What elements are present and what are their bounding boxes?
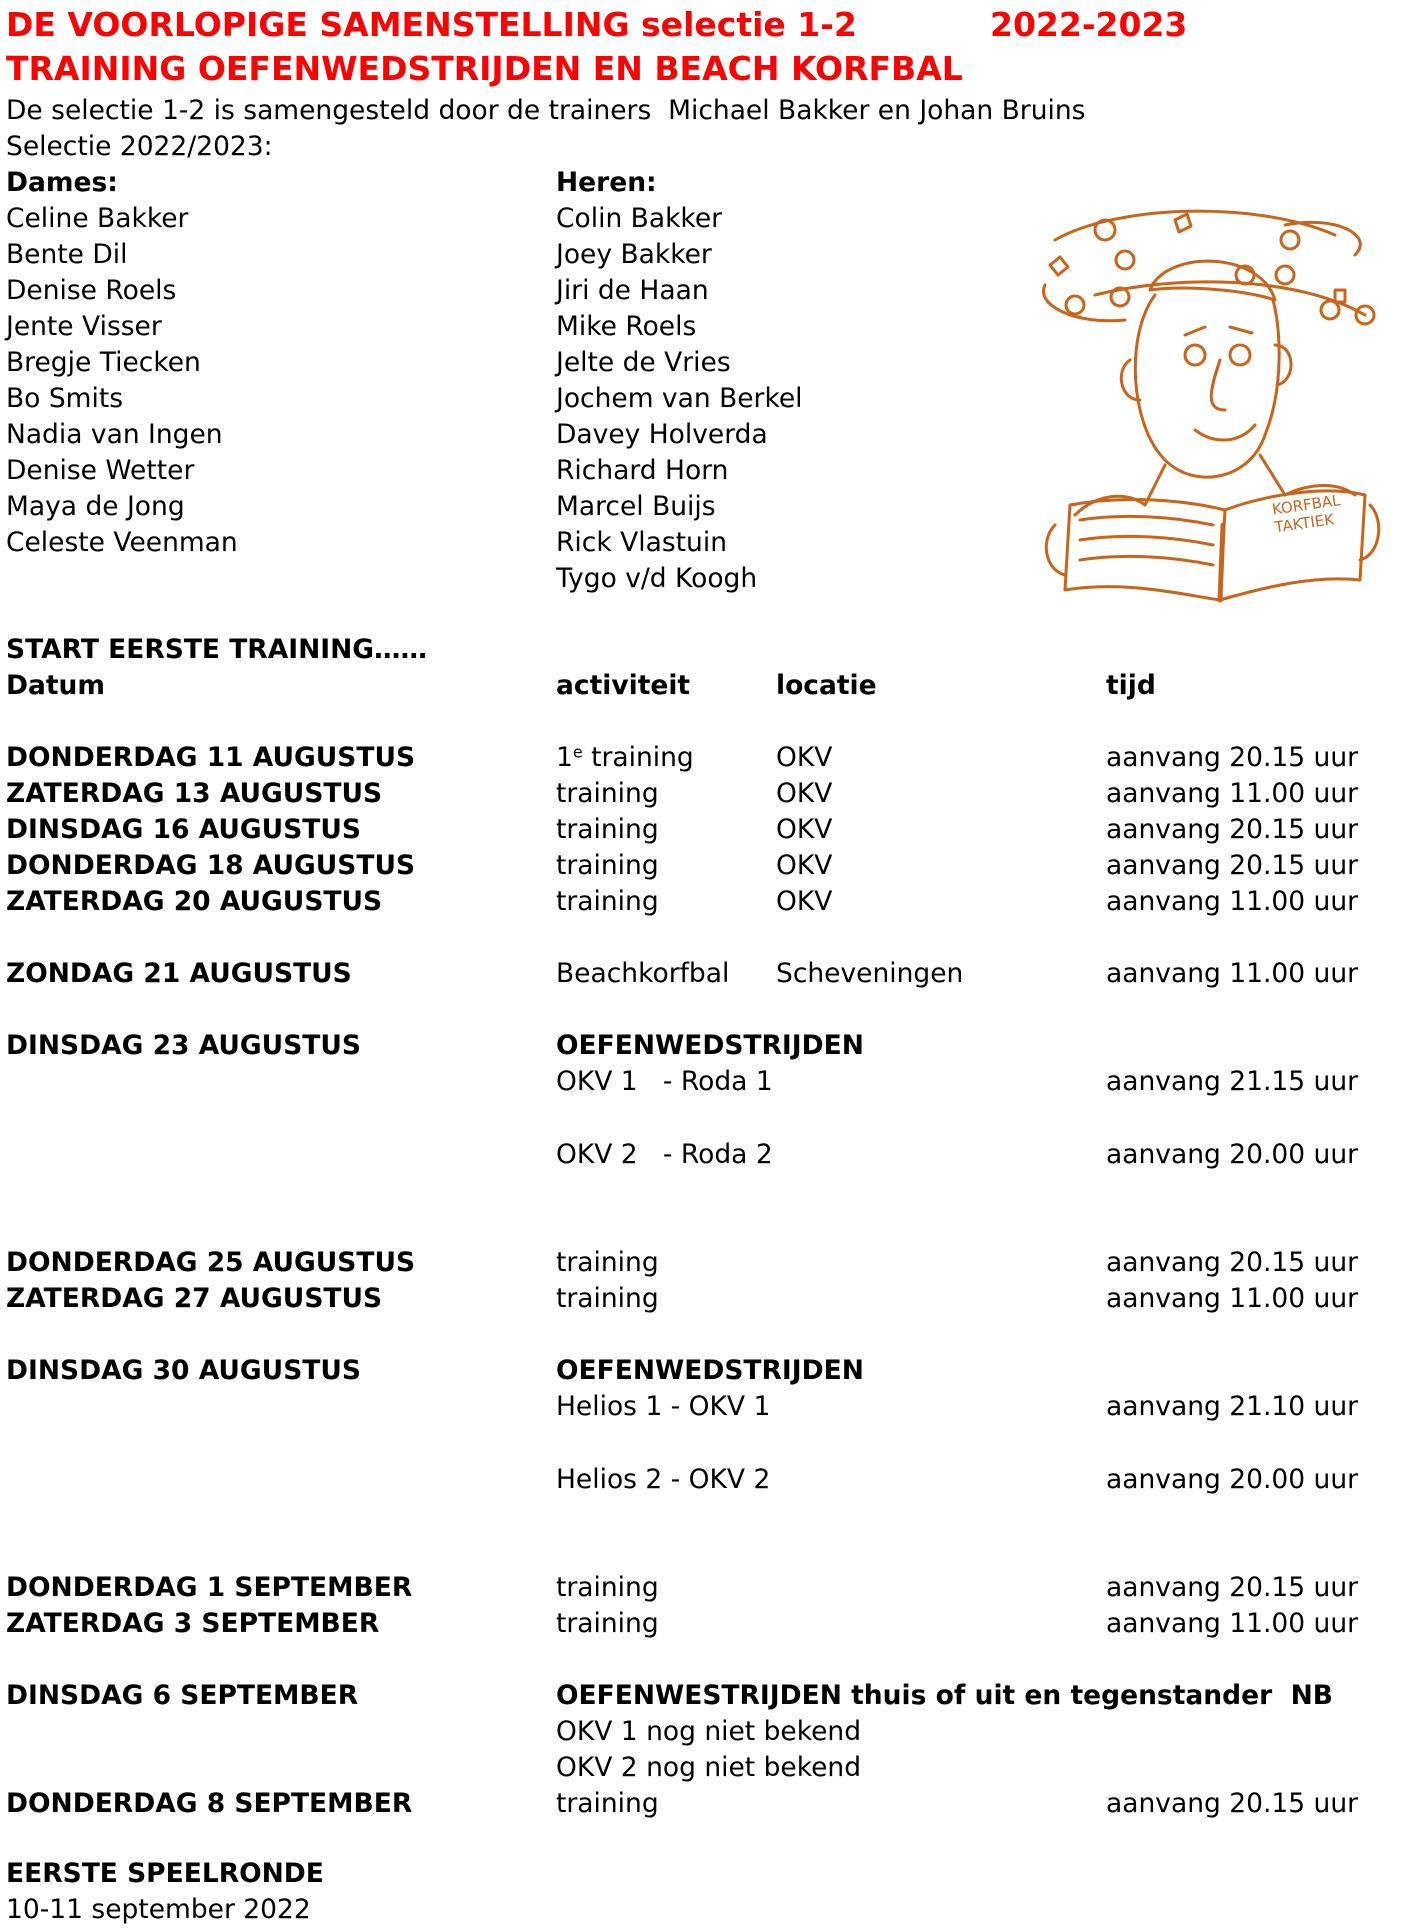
heren-player: Richard Horn — [556, 455, 729, 486]
book-cover-text: KORFBAL TAKTIEK — [1270, 491, 1342, 537]
schedule-activity: 1e training — [556, 742, 694, 773]
schedule-activity: training — [556, 1283, 659, 1314]
schedule-time: aanvang 20.00 uur — [1106, 1464, 1359, 1495]
dames-player: Denise Roels — [6, 275, 177, 306]
schedule-activity: training — [556, 814, 659, 845]
schedule-activity: training — [556, 778, 659, 809]
schedule-time: aanvang 20.15 uur — [1106, 1572, 1359, 1603]
schedule-time: aanvang 20.15 uur — [1106, 1788, 1359, 1819]
dames-player: Bo Smits — [6, 383, 124, 414]
heren-player: Rick Vlastuin — [556, 527, 727, 558]
schedule-activity: OKV 2 - Roda 2 — [556, 1139, 773, 1170]
schedule-date: ZATERDAG 3 SEPTEMBER — [6, 1608, 380, 1639]
schedule-time: aanvang 20.15 uur — [1106, 1247, 1359, 1278]
coach-reading-book-illustration — [1035, 195, 1395, 615]
document-subtitle: TRAINING OEFENWEDSTRIJDEN EN BEACH KORFBAL — [6, 49, 963, 88]
season-label: 2022-2023 — [990, 5, 1188, 44]
schedule-activity: OEFENWESTRIJDEN thuis of uit en tegenstander NB — [556, 1680, 1333, 1711]
heren-player: Jelte de Vries — [556, 347, 731, 378]
schedule-location: OKV — [776, 886, 833, 917]
schedule-date: ZATERDAG 27 AUGUSTUS — [6, 1283, 383, 1314]
heren-player: Davey Holverda — [556, 419, 768, 450]
dames-player: Bente Dil — [6, 239, 128, 270]
first-round-heading: EERSTE SPEELRONDE — [6, 1858, 324, 1889]
schedule-location: Scheveningen — [776, 958, 964, 989]
schedule-activity: training — [556, 1572, 659, 1603]
schedule-location: OKV — [776, 850, 833, 881]
schedule-time: aanvang 20.15 uur — [1106, 742, 1359, 773]
schedule-date: ZATERDAG 20 AUGUSTUS — [6, 886, 383, 917]
schedule-date: DINSDAG 23 AUGUSTUS — [6, 1030, 361, 1061]
schedule-location: OKV — [776, 778, 833, 809]
schedule-date: DONDERDAG 8 SEPTEMBER — [6, 1788, 413, 1819]
column-header-location: locatie — [776, 670, 877, 701]
schedule-activity: Beachkorfbal — [556, 958, 730, 989]
schedule-time: aanvang 11.00 uur — [1106, 778, 1359, 809]
schedule-location: OKV — [776, 742, 833, 773]
schedule-date: ZONDAG 21 AUGUSTUS — [6, 958, 352, 989]
heren-player: Jochem van Berkel — [556, 383, 803, 414]
column-header-time: tijd — [1106, 670, 1156, 701]
dames-player: Jente Visser — [6, 311, 162, 342]
schedule-activity: Helios 2 - OKV 2 — [556, 1464, 771, 1495]
heren-player: Joey Bakker — [556, 239, 712, 270]
schedule-time: aanvang 11.00 uur — [1106, 958, 1359, 989]
schedule-date: DONDERDAG 18 AUGUSTUS — [6, 850, 416, 881]
schedule-activity: OKV 2 nog niet bekend — [556, 1752, 862, 1783]
schedule-date: DONDERDAG 25 AUGUSTUS — [6, 1247, 416, 1278]
heren-heading: Heren: — [556, 167, 657, 198]
heren-player: Jiri de Haan — [556, 275, 709, 306]
selection-label: Selectie 2022/2023: — [6, 131, 273, 162]
heren-player: Mike Roels — [556, 311, 697, 342]
dames-player: Celeste Veenman — [6, 527, 238, 558]
schedule-activity: OKV 1 nog niet bekend — [556, 1716, 862, 1747]
intro-text: De selectie 1-2 is samengesteld door de trainers Michael Bakker en Johan Bruins — [6, 95, 1086, 126]
schedule-time: aanvang 20.00 uur — [1106, 1139, 1359, 1170]
start-training-heading: START EERSTE TRAINING…… — [6, 634, 428, 665]
heren-player: Marcel Buijs — [556, 491, 716, 522]
schedule-activity: training — [556, 886, 659, 917]
schedule-activity: OEFENWEDSTRIJDEN — [556, 1355, 864, 1386]
schedule-activity: training — [556, 1247, 659, 1278]
schedule-date: DINSDAG 6 SEPTEMBER — [6, 1680, 359, 1711]
column-header-date: Datum — [6, 670, 106, 701]
schedule-time: aanvang 11.00 uur — [1106, 1608, 1359, 1639]
dames-player: Maya de Jong — [6, 491, 185, 522]
schedule-time: aanvang 11.00 uur — [1106, 886, 1359, 917]
schedule-date: ZATERDAG 13 AUGUSTUS — [6, 778, 383, 809]
dames-player: Bregje Tiecken — [6, 347, 201, 378]
first-round-date: 10-11 september 2022 — [6, 1894, 311, 1925]
schedule-date: DINSDAG 16 AUGUSTUS — [6, 814, 361, 845]
column-header-activity: activiteit — [556, 670, 691, 701]
schedule-time: aanvang 20.15 uur — [1106, 814, 1359, 845]
schedule-activity: training — [556, 1788, 659, 1819]
schedule-activity: training — [556, 1608, 659, 1639]
schedule-activity: OKV 1 - Roda 1 — [556, 1066, 773, 1097]
schedule-activity: training — [556, 850, 659, 881]
schedule-time: aanvang 20.15 uur — [1106, 850, 1359, 881]
schedule-time: aanvang 21.10 uur — [1106, 1391, 1359, 1422]
schedule-date: DONDERDAG 11 AUGUSTUS — [6, 742, 416, 773]
schedule-date: DINSDAG 30 AUGUSTUS — [6, 1355, 361, 1386]
schedule-location: OKV — [776, 814, 833, 845]
document-title: DE VOORLOPIGE SAMENSTELLING selectie 1-2 — [6, 5, 857, 44]
schedule-time: aanvang 11.00 uur — [1106, 1283, 1359, 1314]
dames-player: Celine Bakker — [6, 203, 189, 234]
schedule-activity: OEFENWEDSTRIJDEN — [556, 1030, 864, 1061]
dames-player: Denise Wetter — [6, 455, 195, 486]
dames-heading: Dames: — [6, 167, 118, 198]
heren-player: Tygo v/d Koogh — [556, 563, 758, 594]
dames-player: Nadia van Ingen — [6, 419, 223, 450]
heren-player: Colin Bakker — [556, 203, 723, 234]
schedule-time: aanvang 21.15 uur — [1106, 1066, 1359, 1097]
schedule-activity: Helios 1 - OKV 1 — [556, 1391, 771, 1422]
schedule-date: DONDERDAG 1 SEPTEMBER — [6, 1572, 413, 1603]
